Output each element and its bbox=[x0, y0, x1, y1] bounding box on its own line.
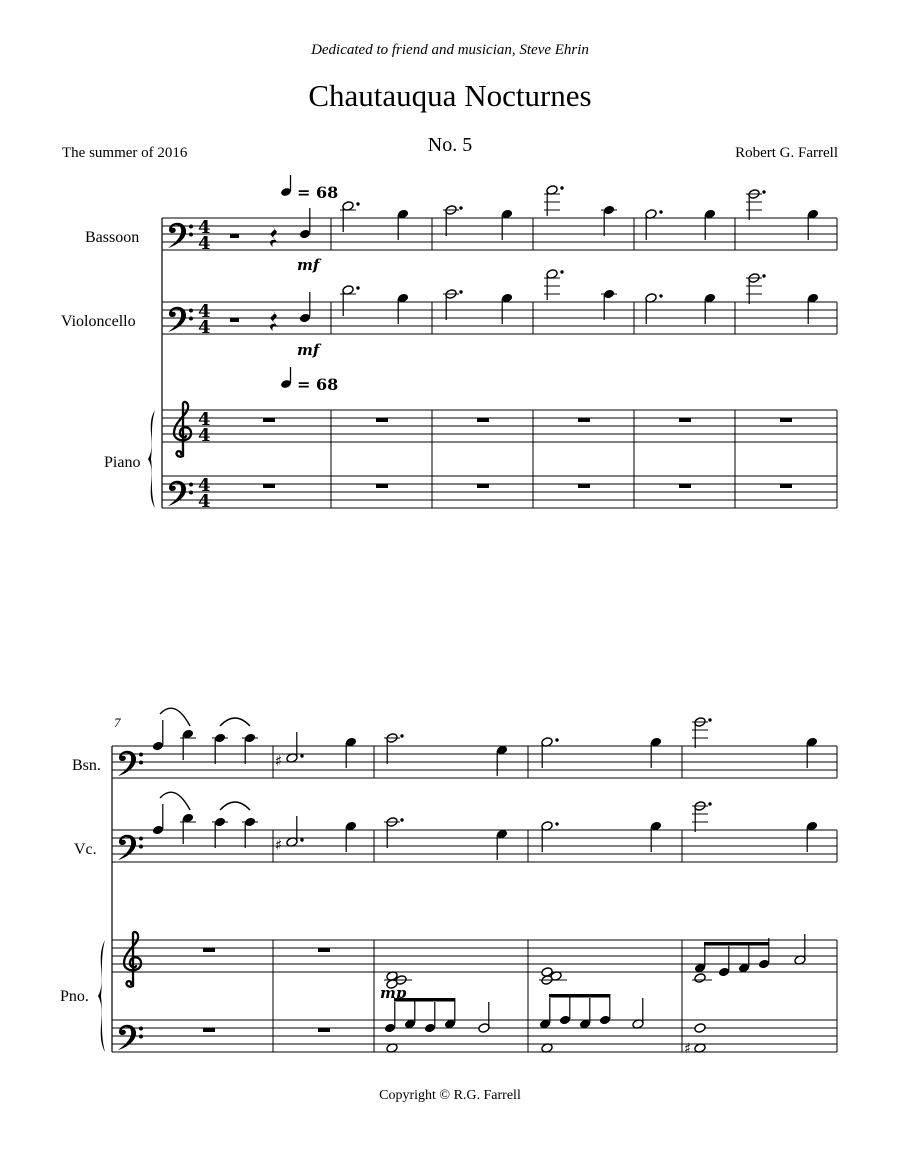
dot bbox=[356, 202, 359, 205]
instrument-name-piano: Piano bbox=[104, 454, 141, 471]
instrument-abbr-piano: Pno. bbox=[60, 988, 89, 1005]
piece-title: Chautauqua Nocturnes bbox=[308, 78, 592, 113]
dot bbox=[560, 270, 563, 273]
dot bbox=[400, 734, 403, 737]
piano-brace-2 bbox=[98, 940, 105, 1052]
bass-clef-icon bbox=[168, 223, 193, 248]
dot bbox=[659, 210, 662, 213]
note-head bbox=[694, 1023, 706, 1034]
beam bbox=[549, 994, 610, 998]
slur bbox=[160, 792, 190, 810]
copyright-notice: Copyright © R.G. Farrell bbox=[379, 1088, 521, 1103]
slur bbox=[220, 802, 250, 810]
piano-rests-system-2 bbox=[203, 948, 330, 1032]
tempo-text-1: = 68 bbox=[297, 183, 339, 202]
bass-clef-icon bbox=[168, 481, 193, 506]
dynamic-mf: mf bbox=[297, 256, 320, 274]
composition-date: The summer of 2016 bbox=[62, 145, 188, 161]
instrument-name-cello: Violoncello bbox=[61, 313, 136, 330]
dot bbox=[300, 838, 303, 841]
dot bbox=[400, 818, 403, 821]
dot bbox=[762, 274, 765, 277]
dot bbox=[560, 186, 563, 189]
piano-rests-system-1 bbox=[263, 418, 792, 488]
dot bbox=[708, 802, 711, 805]
time-sig-top: 4 bbox=[198, 301, 211, 322]
tempo-text-2: = 68 bbox=[297, 375, 339, 394]
slur bbox=[160, 708, 190, 726]
dot bbox=[300, 754, 303, 757]
bass-clef-icon bbox=[118, 835, 143, 860]
sharp-sign: ♯ bbox=[275, 836, 283, 854]
melody-system-1 bbox=[340, 185, 819, 324]
dot bbox=[659, 294, 662, 297]
quarter-rest bbox=[270, 310, 278, 331]
half-rest bbox=[230, 234, 239, 238]
staff-piano-treble-1 bbox=[162, 410, 837, 442]
dedication: Dedicated to friend and musician, Steve Ehrin bbox=[311, 42, 589, 58]
time-sig-bottom: 4 bbox=[198, 233, 211, 254]
composer-name: Robert G. Farrell bbox=[735, 145, 838, 161]
piece-number: No. 5 bbox=[427, 134, 473, 156]
staff-cello-2 bbox=[112, 830, 837, 862]
time-sig-bottom: 4 bbox=[198, 491, 211, 512]
staff-cello-1 bbox=[162, 302, 837, 334]
instrument-name-bassoon: Bassoon bbox=[85, 229, 140, 246]
tempo-marking-1 bbox=[280, 175, 338, 202]
beam bbox=[704, 942, 769, 946]
dot bbox=[708, 718, 711, 721]
sharp-sign: ♯ bbox=[684, 1041, 691, 1057]
instrument-abbr-bassoon: Bsn. bbox=[72, 757, 101, 774]
dot bbox=[459, 290, 462, 293]
dot bbox=[555, 738, 558, 741]
time-signature-group bbox=[198, 217, 211, 512]
dot bbox=[356, 286, 359, 289]
tempo-marking-2 bbox=[280, 367, 338, 394]
time-sig-top: 4 bbox=[198, 217, 211, 238]
bass-clef-icon bbox=[168, 307, 193, 332]
sharp-sign: ♯ bbox=[275, 752, 283, 770]
bass-clef-icon bbox=[118, 1025, 143, 1050]
barlines-system-2 bbox=[273, 746, 837, 1052]
bass-clef-icon bbox=[118, 751, 143, 776]
staff-piano-bass-1 bbox=[162, 476, 837, 508]
staff-bassoon-2 bbox=[112, 746, 837, 778]
dot bbox=[762, 190, 765, 193]
half-rest bbox=[230, 318, 239, 322]
time-sig-bottom: 4 bbox=[198, 317, 211, 338]
note-head bbox=[694, 973, 706, 984]
time-sig-top: 4 bbox=[198, 409, 211, 430]
staff-bassoon-1 bbox=[162, 218, 837, 250]
time-sig-bottom: 4 bbox=[198, 425, 211, 446]
dot bbox=[555, 822, 558, 825]
measure-number: 7 bbox=[114, 715, 121, 730]
barlines-system-1 bbox=[331, 218, 837, 508]
slur bbox=[220, 718, 250, 726]
melody-system-2 bbox=[152, 708, 818, 860]
piano-notes-system-2 bbox=[384, 934, 806, 1057]
dynamic-mf: mf bbox=[297, 341, 320, 359]
instrument-abbr-cello: Vc. bbox=[74, 841, 97, 858]
quarter-rest bbox=[270, 226, 278, 247]
piano-brace-1 bbox=[148, 410, 155, 508]
staff-piano-bass-2 bbox=[112, 1020, 837, 1052]
dot bbox=[459, 206, 462, 209]
dynamic-mp: mp bbox=[380, 984, 407, 1002]
time-sig-top: 4 bbox=[198, 475, 211, 496]
